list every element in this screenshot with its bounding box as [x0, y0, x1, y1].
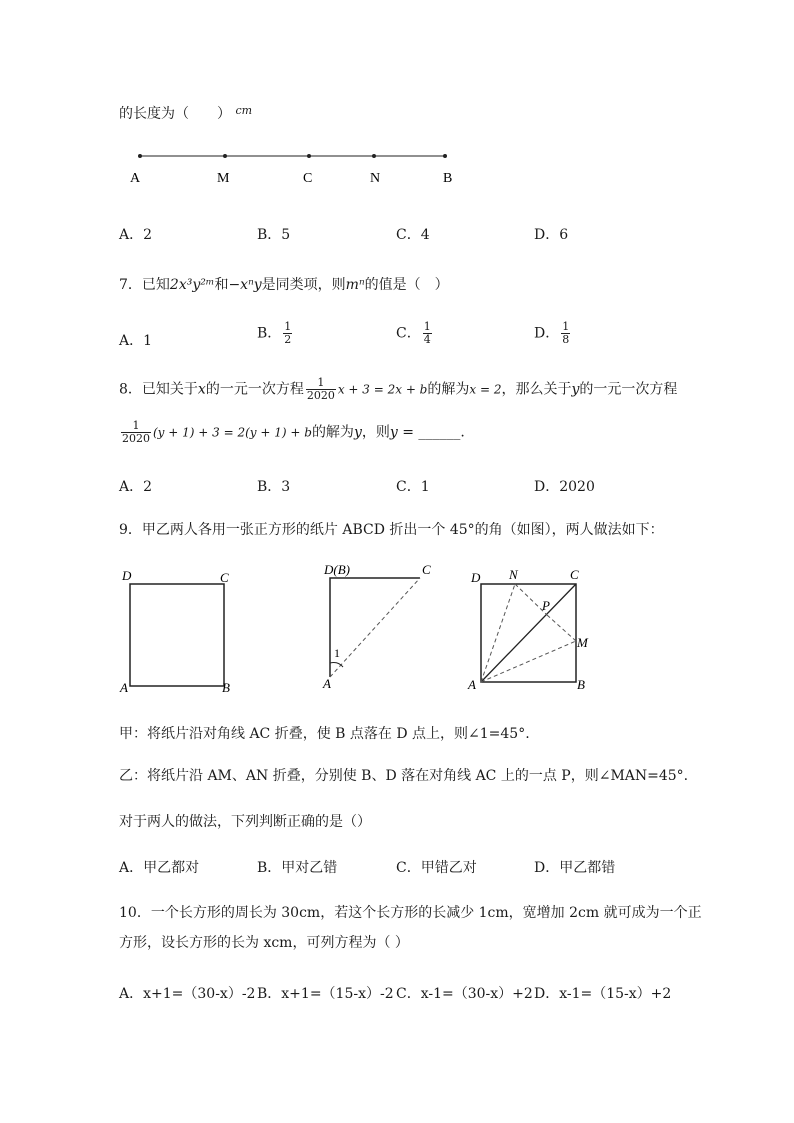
q7-prefix: 7．已知	[119, 277, 170, 293]
q8-text-g: ，则	[361, 424, 390, 441]
square-abcd	[130, 584, 224, 686]
q8-line-2	[119, 420, 465, 445]
q9-stem: 9．甲乙两人各用一张正方形的纸片 ABCD 折出一个 45°的角（如图），两人做法如下：	[119, 522, 664, 538]
denominator: 2020	[306, 389, 335, 402]
fig3-label-b: B	[577, 677, 585, 692]
q7-option-c[interactable]	[396, 321, 434, 346]
q7-option-b[interactable]	[257, 321, 294, 346]
numerator: 1	[306, 377, 336, 390]
q8-text-d: ，那么关于	[501, 381, 572, 398]
fig2-label-angle-1: 1	[334, 646, 340, 660]
q6-point-c	[307, 154, 311, 158]
q9-figure-yi	[465, 565, 600, 700]
q9-judge: 对于两人的做法，下列判断正确的是（）	[119, 814, 371, 830]
q10-option-b[interactable]: B．x+1=（15-x）-2	[257, 986, 394, 1002]
fig1-label-a: A	[120, 680, 128, 695]
numerator: 1	[423, 320, 431, 333]
q8-answer-blank: y = ______	[389, 424, 461, 441]
fig2-label-c: C	[422, 562, 431, 577]
q8-solution: x = 2	[469, 382, 502, 397]
denominator: 4	[423, 333, 431, 346]
denominator: 8	[562, 333, 570, 346]
q10-stem-line-1: 10．一个长方形的周长为 30cm，若这个长方形的长减少 1cm，宽增加 2cm 就可成为一个正	[119, 905, 702, 921]
q7-end: 的值是（ ）	[364, 277, 449, 293]
q7-option-b-fraction	[283, 321, 292, 346]
q6-label-c: C	[303, 171, 313, 186]
q8-option-a[interactable]: A．2	[119, 479, 153, 495]
q9-option-a[interactable]: A．甲乙都对	[119, 860, 200, 876]
q8-option-b[interactable]: B．3	[257, 479, 291, 495]
q9-figure-jia-folded	[318, 560, 443, 695]
diagonal-ac	[481, 584, 576, 682]
q8-var-y-2: y	[353, 424, 362, 441]
q7-stem	[119, 274, 449, 294]
q10-stem-line-2: 方形，设长方形的长为 xcm，可列方程为（ ）	[119, 935, 409, 951]
q6-label-n: N	[370, 171, 381, 186]
q8-var-y: y	[571, 381, 580, 398]
q6-option-d[interactable]: D．6	[534, 227, 569, 243]
q8-equation-1: x + 3 = 2x + b	[337, 382, 428, 397]
q6-point-b	[443, 154, 447, 158]
q6-option-a[interactable]: A．2	[119, 227, 153, 243]
numerator: 1	[562, 320, 570, 333]
q7-option-b-label: B．	[257, 325, 282, 342]
q8-fraction-1	[306, 377, 336, 402]
numerator: 1	[121, 420, 151, 433]
q6-label-a: A	[130, 171, 141, 186]
q8-text-a: 8．已知关于	[119, 381, 198, 398]
q6-label-m: M	[217, 171, 230, 186]
q7-expression: mⁿ	[345, 277, 365, 293]
q9-option-b[interactable]: B．甲对乙错	[257, 860, 338, 876]
q7-option-d-fraction	[561, 321, 570, 346]
fig2-label-a: A	[323, 676, 331, 691]
q10-option-a[interactable]: A．x+1=（30-x）-2	[119, 986, 256, 1002]
q7-option-c-fraction	[423, 321, 432, 346]
q6-option-b[interactable]: B．5	[257, 227, 291, 243]
q9-figure-jia-square	[118, 565, 248, 700]
diagonal-ac	[330, 578, 420, 677]
q6-stem-text: 的长度为（ ）	[119, 106, 231, 122]
q8-end: .	[460, 424, 465, 441]
q9-method-yi: 乙：将纸片沿 AM、AN 折叠，分别使 B、D 落在对角线 AC 上的一点 P，则∠MAN=45°.	[119, 768, 689, 784]
q7-monomial-2: −xⁿy	[228, 277, 262, 293]
fig1-label-c: C	[220, 570, 229, 585]
fig3-label-c: C	[570, 567, 579, 582]
fig3-label-a: A	[468, 677, 476, 692]
denominator: 2020	[122, 432, 150, 445]
q6-option-c[interactable]: C．4	[396, 227, 430, 243]
q8-text-b: 的一元一次方程	[205, 381, 304, 398]
q7-mid: 和	[214, 277, 229, 293]
q6-label-b: B	[443, 171, 453, 186]
q6-point-n	[372, 154, 376, 158]
q8-option-d[interactable]: D．2020	[534, 479, 595, 495]
angle-1-arc	[330, 663, 343, 668]
q8-text-f: 的解为	[311, 424, 354, 441]
q7-suffix: 是同类项，则	[261, 277, 346, 293]
q8-option-c[interactable]: C．1	[396, 479, 430, 495]
q8-text-c: 的解为	[427, 381, 470, 398]
q7-option-c-label: C．	[396, 325, 421, 342]
q6-stem-tail	[119, 103, 252, 123]
fig3-label-n: N	[509, 567, 518, 582]
q10-option-c[interactable]: C．x-1=（30-x）+2	[396, 986, 533, 1002]
denominator: 2	[284, 333, 292, 346]
fold-an	[481, 584, 515, 682]
fig3-label-m: M	[577, 635, 588, 650]
q10-option-d[interactable]: D．x-1=（15-x）+2	[534, 986, 672, 1002]
numerator: 1	[284, 320, 292, 333]
fig2-label-db: D(B)	[324, 562, 350, 577]
q7-option-a[interactable]: A．1	[119, 333, 153, 349]
q9-option-d[interactable]: D．甲乙都错	[534, 860, 616, 876]
q8-var-x: x	[197, 381, 206, 398]
fig1-label-b: B	[222, 680, 230, 695]
fig3-label-p: P	[542, 598, 550, 613]
q6-segment-figure	[120, 140, 470, 190]
q8-text-e: 的一元一次方程	[579, 381, 678, 398]
q9-option-c[interactable]: C．甲错乙对	[396, 860, 477, 876]
q7-option-d[interactable]	[534, 321, 572, 346]
q8-equation-2: (y + 1) + 3 = 2(y + 1) + b	[153, 425, 312, 440]
q7-option-d-label: D．	[534, 325, 560, 342]
q9-method-jia: 甲：将纸片沿对角线 AC 折叠，使 B 点落在 D 点上，则∠1=45°.	[119, 726, 530, 742]
fig3-label-d: D	[471, 570, 481, 585]
fold-am	[481, 641, 576, 682]
fig1-label-d: D	[122, 568, 132, 583]
q8-fraction-2	[121, 420, 151, 445]
fold-pm	[547, 615, 576, 641]
q6-point-a	[138, 154, 142, 158]
q7-monomial-1: 2x³y²ᵐ	[169, 277, 215, 293]
q8-line-1	[119, 377, 677, 402]
q6-point-m	[223, 154, 227, 158]
q6-unit: cm	[235, 104, 253, 117]
